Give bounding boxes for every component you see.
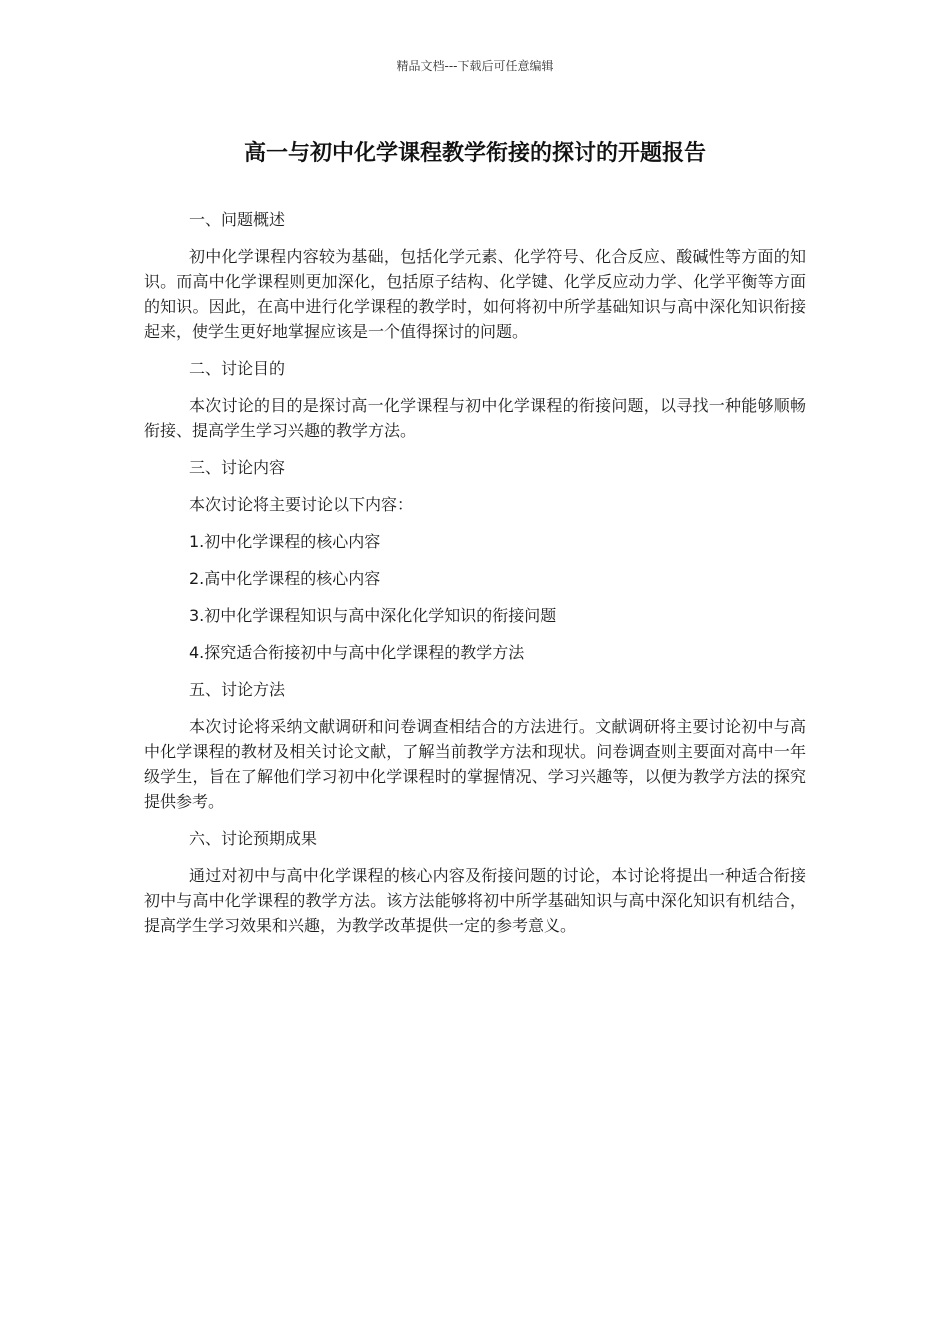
section-content <box>144 455 806 665</box>
section-heading: 三、讨论内容 <box>189 458 286 477</box>
section-heading: 五、讨论方法 <box>189 680 286 699</box>
section-heading: 一、问题概述 <box>189 210 286 229</box>
section-purpose <box>144 356 806 443</box>
list-item: 4.探究适合衔接初中与高中化学课程的教学方法 <box>189 643 525 662</box>
section-method <box>144 677 806 814</box>
paragraph: 初中化学课程内容较为基础，包括化学元素、化学符号、化合反应、酸碱性等方面的知识。而高中化学课程则更加深化，包括原子结构、化学键、化学反应动力学、化学平衡等方面的知识。因此，在高中进行化学课程的教学时，如何将初中所学基础知识与高中深化知识衔接起来，使学生更好地掌握应该是一个值得探讨的问题。 <box>144 247 806 341</box>
section-problem-overview <box>144 207 806 344</box>
list-item: 2.高中化学课程的核心内容 <box>189 569 381 588</box>
paragraph: 本次讨论将采纳文献调研和问卷调查相结合的方法进行。文献调研将主要讨论初中与高中化学课程的教材及相关讨论文献，了解当前教学方法和现状。问卷调查则主要面对高中一年级学生，旨在了解他们学习初中化学课程时的掌握情况、学习兴趣等，以便为教学方法的探究提供参考。 <box>144 717 806 811</box>
document-title: 高一与初中化学课程教学衔接的探讨的开题报告 <box>243 141 706 166</box>
list-item: 1.初中化学课程的核心内容 <box>189 532 381 551</box>
paragraph: 通过对初中与高中化学课程的核心内容及衔接问题的讨论，本讨论将提出一种适合衔接初中与高中化学课程的教学方法。该方法能够将初中所学基础知识与高中深化知识有机结合，提高学生学习效果和兴趣，为教学改革提供一定的参考意义。 <box>144 866 806 935</box>
page-header: 精品文档---下载后可任意编辑 <box>396 59 554 73</box>
paragraph: 本次讨论将主要讨论以下内容： <box>189 495 414 514</box>
document-body <box>144 207 806 950</box>
section-expected-results <box>144 826 806 938</box>
list-item: 3.初中化学课程知识与高中深化化学知识的衔接问题 <box>189 606 557 625</box>
section-heading: 二、讨论目的 <box>189 359 286 378</box>
section-heading: 六、讨论预期成果 <box>189 829 318 848</box>
paragraph: 本次讨论的目的是探讨高一化学课程与初中化学课程的衔接问题，以寻找一种能够顺畅衔接、提高学生学习兴趣的教学方法。 <box>144 396 806 440</box>
